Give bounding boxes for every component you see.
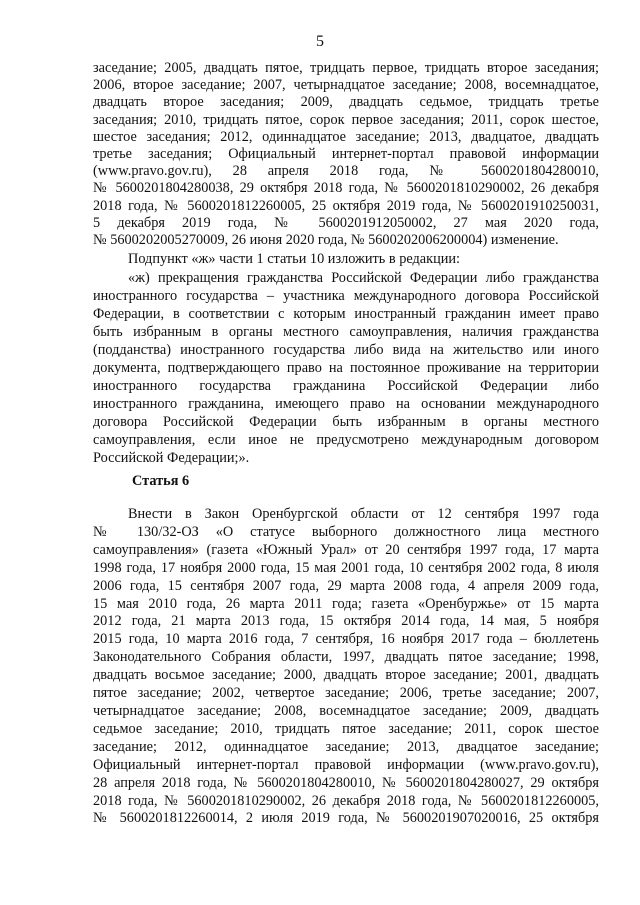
text-line: Подпункт «ж» части 1 статьи 10 изложить в редакции:	[128, 251, 461, 267]
article-heading: Статья 6	[132, 473, 190, 489]
page-number: 5	[316, 33, 324, 50]
text-line: Законодательного Собрания области, 1997, двадцать пятое заседание; 1998,	[93, 649, 599, 666]
text-line: № 5600202005270009, 26 июня 2020 года, № 5600202006200004) изменение.	[93, 232, 559, 249]
text-line: 2018 года, № 5600201810290002, 26 декабря 2018 года, № 5600201812260005,	[93, 792, 599, 809]
text-line: двадцать восьмое заседание; 2000, двадцать второе заседание; 2001, двадцать	[93, 667, 599, 684]
paragraph-amendment-references	[93, 60, 599, 249]
text-line: 28 апреля 2018 года, № 5600201804280010, № 5600201804280027, 29 октября	[93, 774, 599, 791]
text-line: заседание; 2005, двадцать пятое, тридцать первое, тридцать второе заседания;	[93, 60, 599, 76]
text-line: самоуправления, если иное не предусмотрено международным договором	[93, 432, 599, 448]
text-line: Официальный интернет-портал правовой информации (www.pravo.gov.ru),	[93, 756, 599, 773]
text-line: 5 декабря 2019 года, № 5600201912050002, 27 мая 2020 года,	[93, 214, 599, 231]
paragraph-new-wording	[93, 269, 599, 467]
text-line: седьмое заседание; 2010, тридцать пятое заседание; 2011, сорок шестое	[93, 720, 599, 737]
text-line: № 130/32-ОЗ «О статусе выборного должностного лица местного	[93, 523, 599, 540]
paragraph-instruction	[93, 251, 599, 268]
text-line: самоуправления» (газета «Южный Урал» от 20 сентября 1997 года, 17 марта	[93, 541, 599, 558]
text-line: иностранного государства – участника международного договора Российской	[93, 288, 599, 304]
text-line: быть избранным в органы местного самоуправления, наличия гражданства	[93, 324, 599, 340]
text-line: 1998 года, 17 ноября 2000 года, 15 мая 2001 года, 10 сентября 2002 года, 8 июля	[93, 559, 599, 576]
text-line: двадцать второе заседания; 2009, двадцать седьмое, тридцать третье	[93, 94, 599, 111]
text-line: (подданства) иностранного государства либо вида на жительство или иного	[93, 342, 599, 358]
text-line: иностранного государства гражданина Российской Федерации либо	[93, 378, 599, 394]
text-line: 2015 года, 10 марта 2016 года, 7 сентября, 16 ноября 2017 года – бюллетень	[93, 631, 599, 648]
text-line: Российской Федерации;».	[93, 450, 250, 466]
text-line: 2012 года, 21 марта 2013 года, 15 октября 2014 года, 14 мая, 5 ноября	[93, 613, 599, 630]
text-line: 2006 года, 15 сентября 2007 года, 29 марта 2008 года, 4 апреля 2009 года,	[93, 577, 599, 594]
text-line: договора Российской Федерации быть избранным в органы местного	[93, 414, 599, 430]
text-line: шестое заседания; 2012, одиннадцатое заседание; 2013, двадцатое, двадцать	[93, 128, 599, 145]
text-line: 2018 года, № 5600201812260005, 25 октября 2019 года, № 5600201910250031,	[93, 197, 599, 214]
text-line: пятое заседание; 2002, четвертое заседание; 2006, третье заседание; 2007,	[93, 685, 599, 702]
text-line: № 5600201812260014, 2 июля 2019 года, № 5600201907020016, 25 октября	[93, 810, 599, 827]
text-line: № 5600201804280038, 29 октября 2018 года, № 5600201810290002, 26 декабря	[93, 180, 599, 197]
text-line: заседание; 2012, одиннадцатое заседание; 2013, двадцатое заседание;	[93, 738, 599, 755]
text-line: 2006, второе заседание; 2007, четырнадцатое заседание; 2008, восемнадцатое,	[93, 77, 599, 94]
text-line: (www.pravo.gov.ru), 28 апреля 2018 года, № 5600201804280010,	[93, 163, 599, 180]
text-line: 15 мая 2010 года, 26 марта 2011 года; газета «Оренбуржье» от 15 марта	[93, 595, 599, 612]
text-line: «ж) прекращения гражданства Российской Федерации либо гражданства	[128, 270, 599, 286]
text-line: четырнадцатое заседание; 2008, восемнадцатое заседание; 2009, двадцать	[93, 702, 599, 719]
text-line: документа, подтверждающего право на постоянное проживание на территории	[93, 360, 599, 376]
text-line: третье заседания; Официальный интернет-портал правовой информации	[93, 146, 599, 163]
text-line: заседания; 2010, тридцать пятое, сорок первое заседания; 2011, сорок шестое,	[93, 111, 599, 128]
text-line: иностранного гражданина, имеющего право на основании международного	[93, 396, 599, 412]
text-line: Внести в Закон Оренбургской области от 12 сентября 1997 года	[128, 506, 599, 522]
text-line: Федерации, в соответствии с которым иностранный гражданин имеет право	[93, 306, 599, 322]
paragraph-article-6	[93, 506, 599, 828]
